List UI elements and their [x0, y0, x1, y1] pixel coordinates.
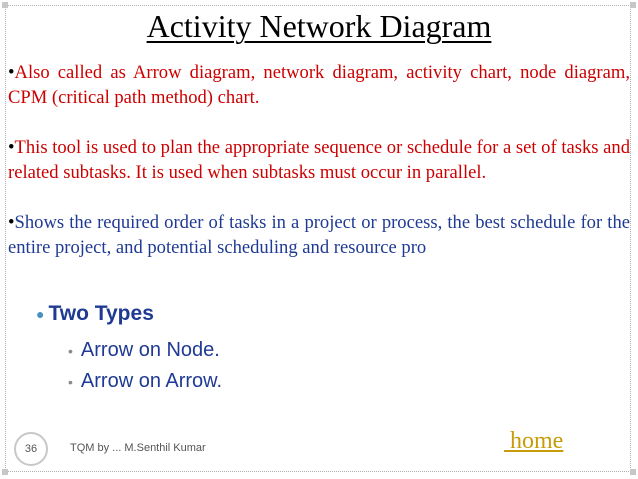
- bullet-paragraph: [8, 135, 630, 185]
- bullet-dot-icon: •: [68, 342, 73, 359]
- bullet-dot-icon: •: [68, 373, 73, 390]
- bullet-marker: •: [8, 212, 15, 233]
- home-link[interactable]: [504, 426, 563, 456]
- bullet-paragraph: [8, 210, 630, 260]
- sub-item: [68, 367, 222, 396]
- sub-heading: [36, 300, 154, 328]
- bullet-marker: •: [8, 137, 15, 158]
- bullet-paragraph: [8, 60, 630, 110]
- slide-title: [0, 6, 638, 46]
- bullet-dot-icon: ●: [36, 306, 45, 323]
- frame-corner: [2, 469, 8, 475]
- bullet-marker: •: [8, 62, 15, 83]
- page-number: 36: [24, 443, 38, 455]
- bullet-text: This tool is used to plan the appropriate sequence or schedule for a set of tasks and related subtasks. It is used when subtasks must occur in parallel.: [8, 137, 630, 183]
- sub-item-text: Arrow on Arrow.: [80, 370, 223, 392]
- home-link-label[interactable]: home: [510, 428, 564, 454]
- sub-item: [68, 336, 220, 365]
- page-number-badge: [14, 432, 48, 466]
- footer-author: TQM by ... M.Senthil Kumar: [70, 442, 206, 454]
- sub-heading-text: Two Types: [48, 302, 154, 325]
- bullet-text: Also called as Arrow diagram, network diagram, activity chart, node diagram, CPM (critical path method) chart.: [8, 62, 630, 108]
- slide-title-text: Activity Network Diagram: [146, 8, 492, 44]
- bullet-text: Shows the required order of tasks in a project or process, the best schedule for the entire project, and potential scheduling and resource pro: [8, 212, 630, 258]
- sub-item-text: Arrow on Node.: [80, 339, 220, 361]
- frame-corner: [630, 469, 636, 475]
